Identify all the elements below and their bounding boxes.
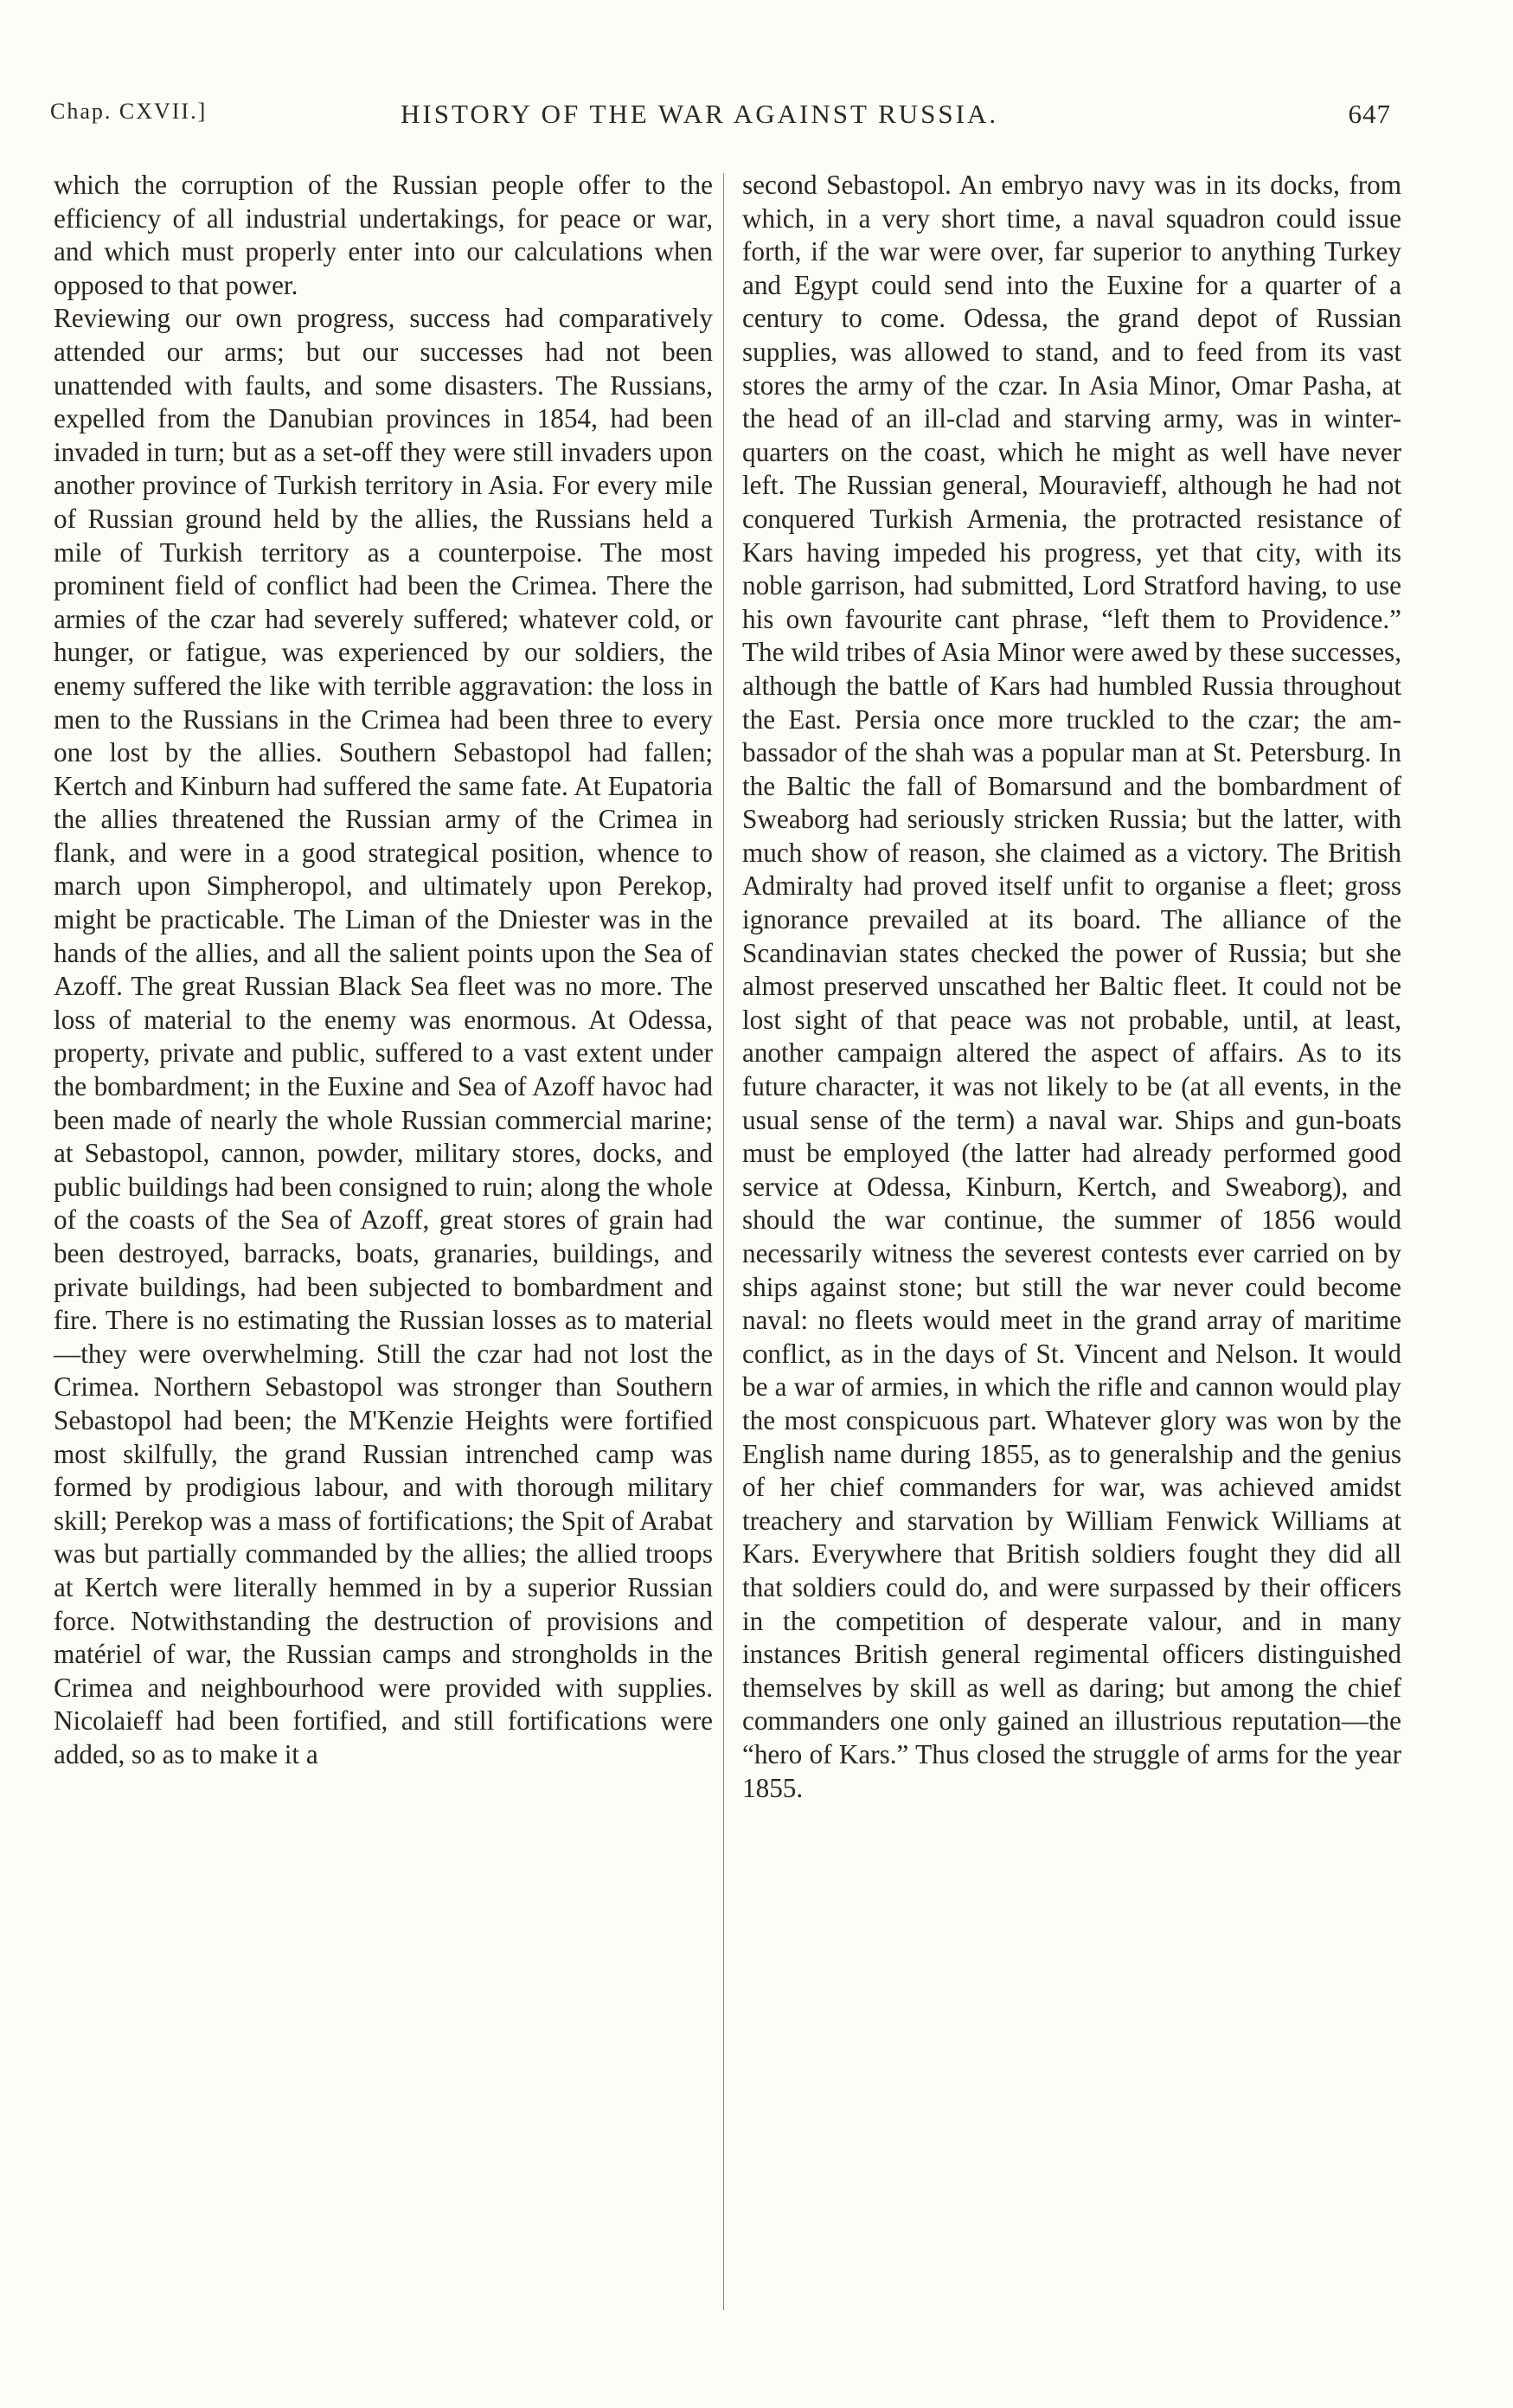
paragraph: Reviewing our own progress, success had comparatively attended our arms; but our successes had not been unattended with faults, and some disasters. The Russians, expelled from the Danubian provinces in 1854, had been invaded in turn; but as a set-off they were still invaders upon another province of Turkish territory in Asia. For every mile of Russian ground held by the allies, the Russians held a mile of Turkish territory as a counterpoise. The most prominent field of conflict had been the Crimea. There the armies of the czar had severely suffered; whatever cold, or hunger, or fatigue, was experienced by our soldiers, the enemy suffered the like with terrible aggravation: the loss in men to the Russians in the Crimea had been three to every one lost by the allies. Southern Sebastopol had fallen; Kertch and Kinburn had suffered the same fate. At Eupatoria the allies threatened the Russian army of the Crimea in flank, and were in a good strategical position, whence to march upon Simpheropol, and ultimately upon Perekop, might be practicable. The Liman of the Dniester was in the hands of the allies, and all the salient points upon the Sea of Azoff. The great Russian Black Sea fleet was no more. The loss of material to the enemy was enormous. At Odessa, property, private and public, suffered to a vast extent under the bombardment; in the Euxine and Sea of Azoff havoc had been made of nearly the whole Russian commercial marine; at Sebastopol, cannon, powder, military stores, docks, and public buildings had been consigned to ruin; along the whole of the coasts of the Sea of Azoff, great stores of grain had been destroyed, barracks, boats, granaries, buildings, and private buildings, had been subjected to bombardment and fire. There is no estimating the Russian losses as to material—they were overwhelming. Still the czar had not lost the Crimea. Northern Sebastopol was stronger than Southern Sebastopol had been; the M'Kenzie Heights were fortified most skilfully, the grand Russian intrenched camp was formed by prodigious labour, and with thorough military skill; Perekop was a mass of fortifications; the Spit of Arabat was but partially commanded by the allies; the allied troops at Kertch were literally hemmed in by a superior Russian force. Notwithstanding the destruction of provisions and matériel of war, the Russian camps and strongholds in the Crimea and neighbourhood were provided with supplies. Nicolaieff had been fortified, and still fortifications were added, so as to make it a (54, 303, 713, 1769)
running-title: HISTORY OF THE WAR AGAINST RUSSIA. (401, 99, 999, 129)
page-number: 647 (1348, 99, 1391, 129)
chapter-label: Chap. CXVII.] (50, 99, 208, 124)
right-column (742, 169, 1401, 1805)
left-column (54, 169, 713, 1772)
column-divider (723, 173, 724, 2310)
paragraph: second Sebastopol. An embryo navy was in its docks, from which, in a very short time, a naval squadron could issue forth, if the war were over, far superior to anything Turkey and Egypt could send into the Euxine for a quarter of a century to come. Odessa, the grand depot of Russian supplies, was allowed to stand, and to feed from its vast stores the army of the czar. In Asia Minor, Omar Pasha, at the head of an ill-clad and starving army, was in winter-quarters on the coast, which he might as well have never left. The Russian general, Mouravieff, although he had not conquered Turkish Armenia, the protracted resistance of Kars having impeded his progress, yet that city, with its noble garrison, had submitted, Lord Stratford having, to use his own favourite cant phrase, “left them to Providence.” The wild tribes of Asia Minor were awed by these successes, although the battle of Kars had humbled Russia throughout the East. Persia once more truckled to the czar; the ambassador of the shah was a popular man at St. Petersburg. In the Baltic the fall of Bomarsund and the bombardment of Sweaborg had seriously stricken Russia; but the latter, with much show of reason, she claimed as a victory. The British Admiralty had proved itself unfit to organise a fleet; gross ignorance prevailed at its board. The alliance of the Scandinavian states checked the power of Russia; but she almost preserved unscathed her Baltic fleet. It could not be lost sight of that peace was not probable, until, at least, another campaign altered the aspect of affairs. As to its future character, it was not likely to be (at all events, in the usual sense of the term) a naval war. Ships and gun-boats must be employed (the latter had already performed good service at Odessa, Kinburn, Kertch, and Sweaborg), and should the war continue, the summer of 1856 would necessarily witness the severest contests ever carried on by ships against stone; but still the war never could become naval: no fleets would meet in the grand array of maritime conflict, as in the days of St. Vincent and Nelson. It would be a war of armies, in which the rifle and cannon would play the most conspicuous part. Whatever glory was won by the English name during 1855, as to generalship and the genius of her chief commanders for war, was achieved amidst treachery and starvation by William Fenwick Williams at Kars. Everywhere that British soldiers fought they did all that soldiers could do, and were surpassed by their officers in the competition of desperate valour, and in many instances British general regimental officers distinguished themselves by skill as well as daring; but among the chief commanders one only gained an illustrious reputation—the “hero of Kars.” Thus closed the struggle of arms for the year 1855. (742, 170, 1401, 1803)
paragraph: which the corruption of the Russian people offer to the efficiency of all industrial undertakings, for peace or war, and which must properly enter into our calculations when opposed to that power. (54, 170, 713, 300)
running-header (50, 93, 1391, 145)
